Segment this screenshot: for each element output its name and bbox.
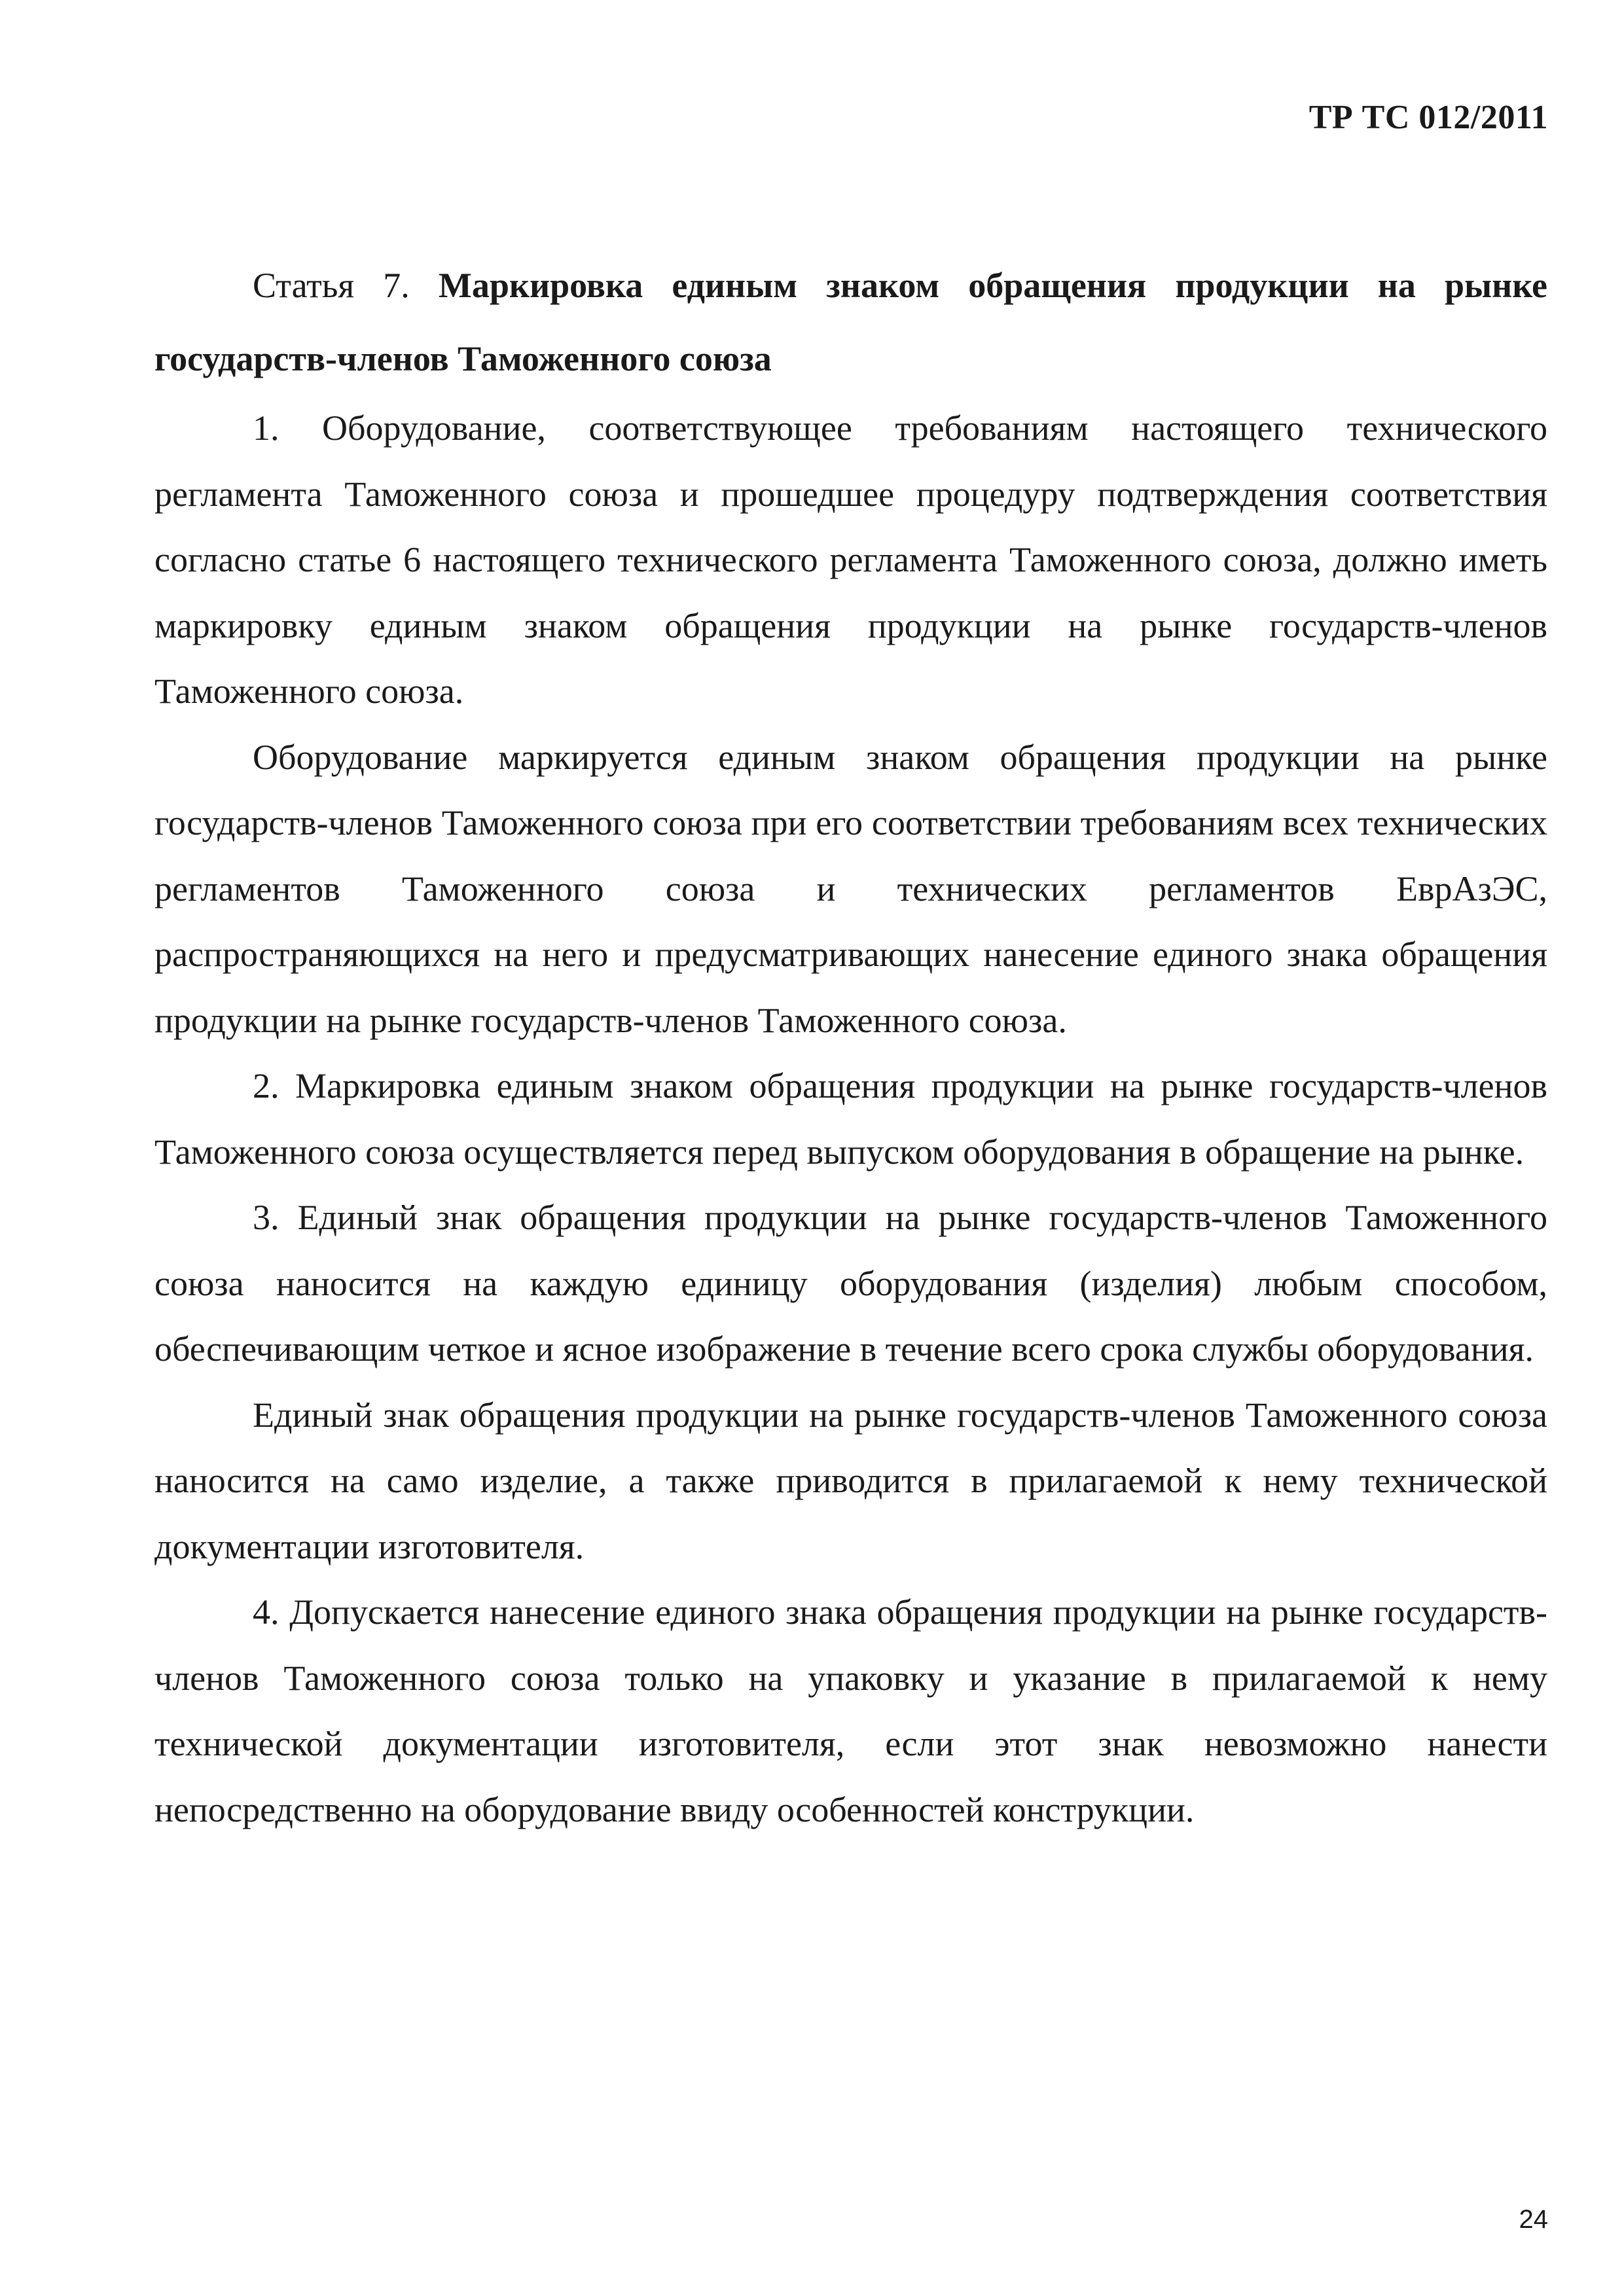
article-heading <box>154 249 1547 395</box>
page-number: 24 <box>1519 2205 1548 2234</box>
article-number: Статья 7. <box>253 266 410 305</box>
paragraph: 3. Единый знак обращения продукции на рынке государств-членов Таможенного союза наносится на каждую единицу оборудования (изделия) любым способом, обеспечивающим четкое и ясное изображение в течение всего срока службы оборудования. <box>154 1198 1547 1369</box>
paragraph: 2. Маркировка единым знаком обращения продукции на рынке государств-членов Таможенного союза осуществляется перед выпуском оборудования в обращение на рынке. <box>154 1066 1547 1172</box>
paragraph: Единый знак обращения продукции на рынке государств-членов Таможенного союза наносится на само изделие, а также приводится в прилагаемой к нему технической документации изготовителя. <box>154 1395 1547 1566</box>
document-body <box>154 249 1547 1842</box>
article-title: Маркировка единым знаком обращения продукции на рынке государств-членов Таможенного союза <box>154 266 1547 378</box>
paragraph: 1. Оборудование, соответствующее требованиям настоящего технического регламента Таможенного союза и прошедшее процедуру подтверждения соответствия согласно статье 6 настоящего технического регламента Таможенного союза, должно иметь маркировку единым знаком обращения продукции на рынке государств-членов Таможенного союза. <box>154 408 1547 711</box>
paragraph: 4. Допускается нанесение единого знака обращения продукции на рынке государств-членов Таможенного союза только на упаковку и указание в прилагаемой к нему технической документации изготовителя, если этот знак невозможно нанести непосредственно на оборудование ввиду особенностей конструкции. <box>154 1592 1547 1829</box>
document-code: ТР ТС 012/2011 <box>1308 99 1548 136</box>
paragraph: Оборудование маркируется единым знаком обращения продукции на рынке государств-членов Таможенного союза при его соответствии требованиям всех технических регламентов Таможенного союза и технических регламентов ЕврАзЭС, распространяющихся на него и предусматривающих нанесение единого знака обращения продукции на рынке государств-членов Таможенного союза. <box>154 737 1547 1040</box>
